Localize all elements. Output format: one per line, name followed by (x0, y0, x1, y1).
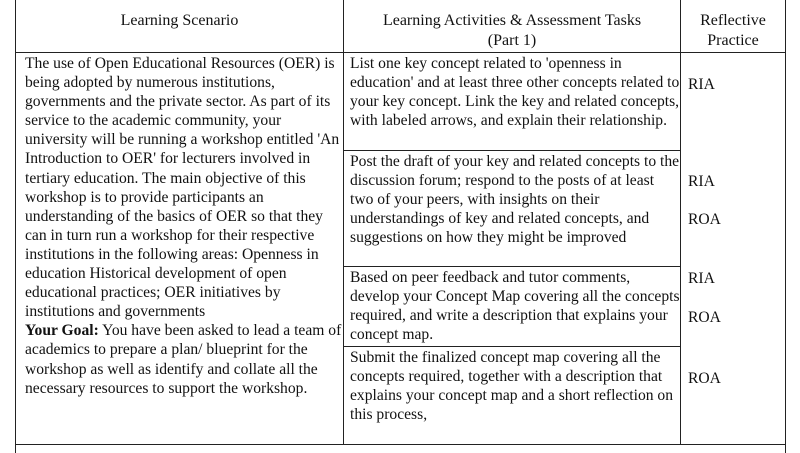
crop-mark-left (15, 445, 16, 453)
activity-row-2 (350, 152, 680, 247)
header-learning-activities (344, 11, 680, 51)
header-learning-scenario-text: Learning Scenario (120, 12, 239, 29)
header-reflective-line2: Practice (707, 32, 759, 49)
practice-label: RIA (688, 76, 715, 93)
header-bottom-border (15, 52, 786, 53)
practice-label: RIA (688, 270, 715, 287)
table-bottom-border (15, 444, 786, 445)
activity-row-1 (350, 54, 680, 130)
header-activities-line2: (Part 1) (487, 32, 537, 49)
scenario-goal (25, 321, 343, 397)
activity-row-3 (350, 268, 680, 344)
activity-text: Post the draft of your key and related concepts to the discussion forum; respond to the posts of at least two of your peers, with insights on their understandings of key and related concepts, and suggestions on how they might be improved (350, 153, 680, 247)
practice-label: ROA (688, 211, 721, 228)
goal-text: You have been asked to lead a team of academics to prepare a plan/ blueprint for the workshop as well as identify and collate all the necessary resources to support the workshop. (25, 322, 342, 397)
goal-label: Your Goal: (25, 322, 99, 340)
row-divider-2 (343, 266, 681, 267)
activity-row-4 (350, 348, 680, 424)
header-reflective-practice (681, 11, 785, 51)
header-activities-line1: Learning Activities & Assessment Tasks (382, 12, 642, 29)
scenario-body: The use of Open Educational Resources (OER) is being adopted by numerous institutions, governments and the private sector. As part of its service to the academic community, your university will be running a workshop entitled 'An Introduction to OER' for lecturers involved in tertiary education. The main objective of this workshop is to provide participants an understanding of the basics of OER so that they can in turn run a workshop for their respective institutions in the following areas: Openness in education Historical development of open educational practices; OER initiatives by institutions and governments (25, 55, 340, 321)
table-divider-1 (343, 0, 344, 445)
table-border-left (15, 0, 16, 445)
crop-mark-right (785, 445, 786, 453)
activity-text: List one key concept related to 'openness in education' and at least three other concepts related to your key concept. Link the key and related concepts, with labeled arrows, and explain their relationship. (350, 55, 680, 130)
row-divider-1 (343, 150, 681, 151)
row-divider-3 (343, 346, 681, 347)
table-border-right (785, 0, 786, 445)
activity-text: Based on peer feedback and tutor comments, develop your Concept Map covering all the concepts required, and write a description that explains your concept map. (350, 269, 680, 344)
practice-label: ROA (688, 370, 721, 387)
practice-label: ROA (688, 309, 721, 326)
activity-text: Submit the finalized concept map covering all the concepts required, together with a description that explains your concept map and a short reflection on this process, (350, 349, 674, 424)
table-divider-2 (680, 0, 681, 445)
header-learning-scenario (16, 11, 343, 31)
header-reflective-line1: Reflective (700, 12, 766, 29)
practice-label: RIA (688, 173, 715, 190)
learning-scenario-cell (25, 54, 343, 398)
